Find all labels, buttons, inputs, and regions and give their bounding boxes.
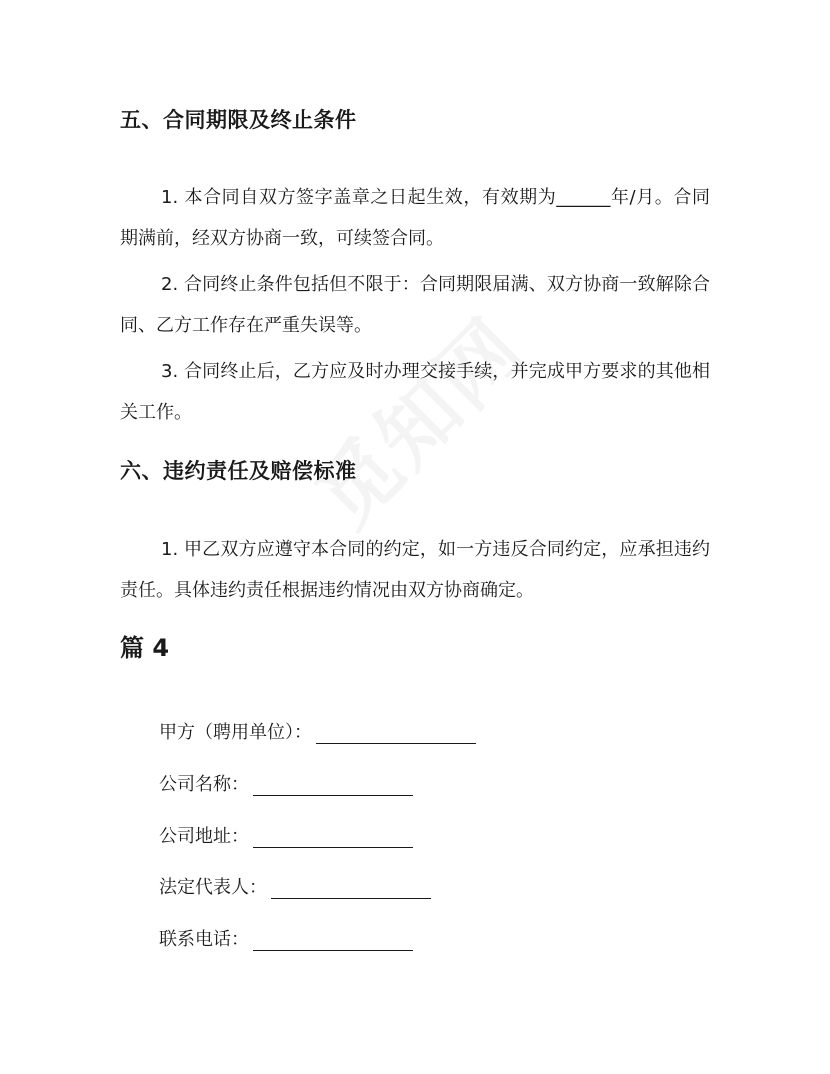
section-5-item-2: 2. 合同终止条件包括但不限于：合同期限届满、双方协商一致解除合同、乙方工作存在严重失误等。: [120, 274, 710, 336]
fill-line: [316, 723, 476, 744]
fill-line: [253, 775, 413, 796]
section-6-item-1: 1. 甲乙双方应遵守本合同的约定，如一方违反合同约定，应承担违约责任。具体违约责任根据违约情况由双方协商确定。: [120, 539, 710, 601]
fill-line: [253, 827, 413, 848]
field-company-address: [159, 822, 413, 848]
field-label: 联系电话：: [159, 929, 249, 950]
field-label: 公司地址：: [159, 826, 249, 847]
field-label: 法定代表人：: [159, 877, 267, 898]
section-5-item-3: 3. 合同终止后，乙方应及时办理交接手续，并完成甲方要求的其他相关工作。: [120, 361, 710, 423]
field-company-name: [159, 770, 413, 796]
fill-line: [253, 930, 413, 951]
fill-line: [271, 878, 431, 899]
field-label: 公司名称：: [159, 774, 249, 795]
part-4-title: 篇 4: [120, 634, 170, 662]
field-phone: [159, 925, 413, 951]
field-legal-representative: [159, 873, 431, 899]
section-5-title: 五、合同期限及终止条件: [120, 108, 357, 132]
field-label: 甲方（聘用单位）：: [159, 722, 312, 743]
field-employer: [159, 718, 476, 744]
section-6-title: 六、违约责任及赔偿标准: [120, 459, 357, 483]
section-5-item-1: 1. 本合同自双方签字盖章之日起生效，有效期为______年/月。合同期满前，经双方协商一致，可续签合同。: [120, 187, 710, 249]
